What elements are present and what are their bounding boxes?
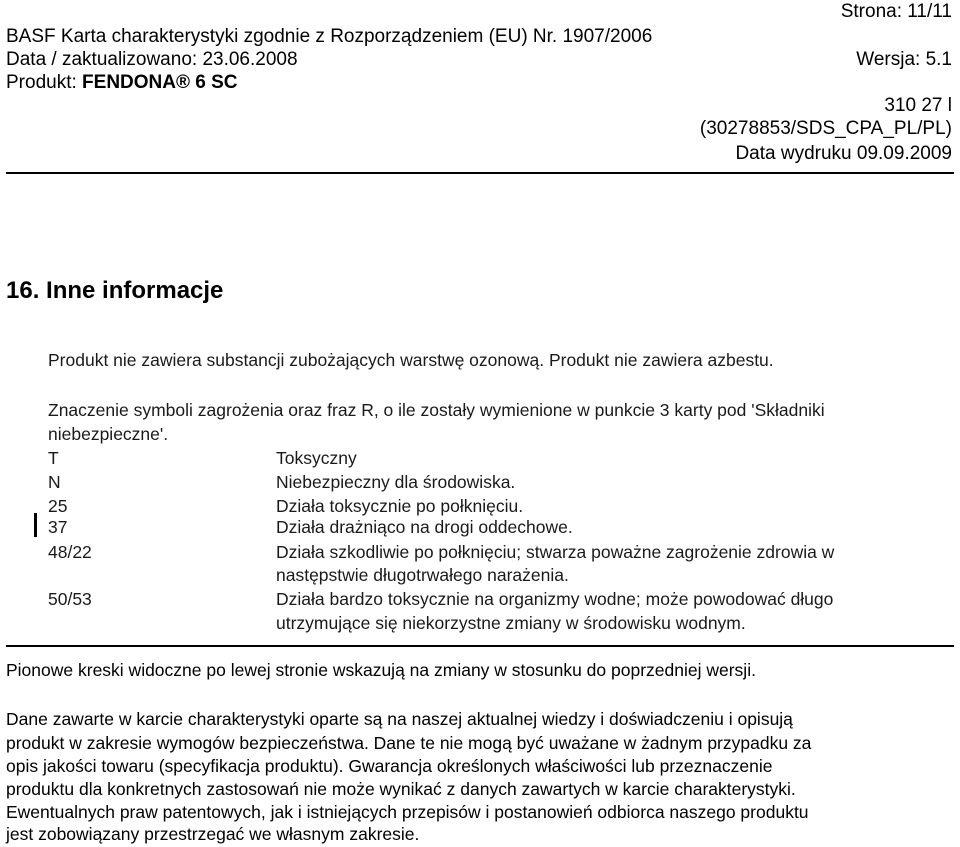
symbol-code: 37 <box>48 517 68 537</box>
version: Wersja: 5.1 <box>856 49 952 70</box>
symbols-intro-line1: Znaczenie symboli zagrożenia oraz fraz R, o ile zostały wymienione w punkcie 3 karty pod 'Składniki <box>48 400 825 420</box>
page-number: Strona: 11/11 <box>840 1 952 22</box>
symbol-description: Działa bardzo toksycznie na organizmy wodne; może powodować długo <box>276 589 834 609</box>
header-divider <box>6 172 954 174</box>
ozone-statement: Produkt nie zawiera substancji zubożających warstwę ozonową. Produkt nie zawiera azbestu. <box>48 350 774 370</box>
disclaimer-line: Ewentualnych praw patentowych, jak i istniejących przepisów i postanowień odbiorca naszego produktu <box>6 802 809 822</box>
symbol-code: 48/22 <box>48 542 92 562</box>
symbol-description-cont: utrzymujące się niekorzystne zmiany w środowisku wodnym. <box>276 613 746 633</box>
symbol-description: Działa drażniąco na drogi oddechowe. <box>276 517 573 537</box>
disclaimer-line: opis jakości towaru (specyfikacja produktu). Gwarancja określonych właściwości lub przeznaczenie <box>6 756 773 776</box>
product-code: 310 27 l <box>884 95 952 116</box>
disclaimer-line: Dane zawarte w karcie charakterystyki oparte są na naszej aktualnej wiedzy i doświadczeniu i opisują <box>6 709 793 729</box>
symbol-code: 25 <box>48 496 68 516</box>
symbol-code: 50/53 <box>48 589 92 609</box>
change-bars-note: Pionowe kreski widoczne po lewej stronie wskazują na zmiany w stosunku do poprzedniej wersji. <box>6 660 756 680</box>
symbol-description: Toksyczny <box>276 448 357 468</box>
product-label: Produkt: <box>6 72 77 93</box>
print-date: Data wydruku 09.09.2009 <box>735 143 952 164</box>
symbol-description: Niebezpieczny dla środowiska. <box>276 472 516 492</box>
symbol-description-cont: następstwie długotrwałego narażenia. <box>276 565 569 585</box>
symbol-description: Działa toksycznie po połknięciu. <box>276 496 524 516</box>
disclaimer-line: jest zobowiązany przestrzegać we własnym zakresie. <box>6 824 420 844</box>
document-title: BASF Karta charakterystyki zgodnie z Rozporządzeniem (EU) Nr. 1907/2006 <box>6 26 653 47</box>
revision-date: Data / zaktualizowano: 23.06.2008 <box>6 49 298 70</box>
symbol-code: T <box>48 448 59 468</box>
change-marker-bar <box>34 513 37 537</box>
disclaimer-line: produkt w zakresie wymogów bezpieczeństwa. Dane te nie mogą być uważane w żadnym przypadku za <box>6 733 812 753</box>
section-title: 16. Inne informacje <box>6 277 224 304</box>
symbol-code: N <box>48 472 61 492</box>
disclaimer-line: produktu dla konkretnych zastosowań nie może wynikać z danych zawartych w karcie charakterystyki. <box>6 779 796 799</box>
product-line <box>6 72 238 94</box>
sds-id: (30278853/SDS_CPA_PL/PL) <box>699 118 952 139</box>
product-name: FENDONA® 6 SC <box>82 72 238 93</box>
footer-divider <box>6 645 954 647</box>
symbol-description: Działa szkodliwie po połknięciu; stwarza poważne zagrożenie zdrowia w <box>276 542 835 562</box>
symbols-intro-line2: niebezpieczne'. <box>48 424 169 444</box>
